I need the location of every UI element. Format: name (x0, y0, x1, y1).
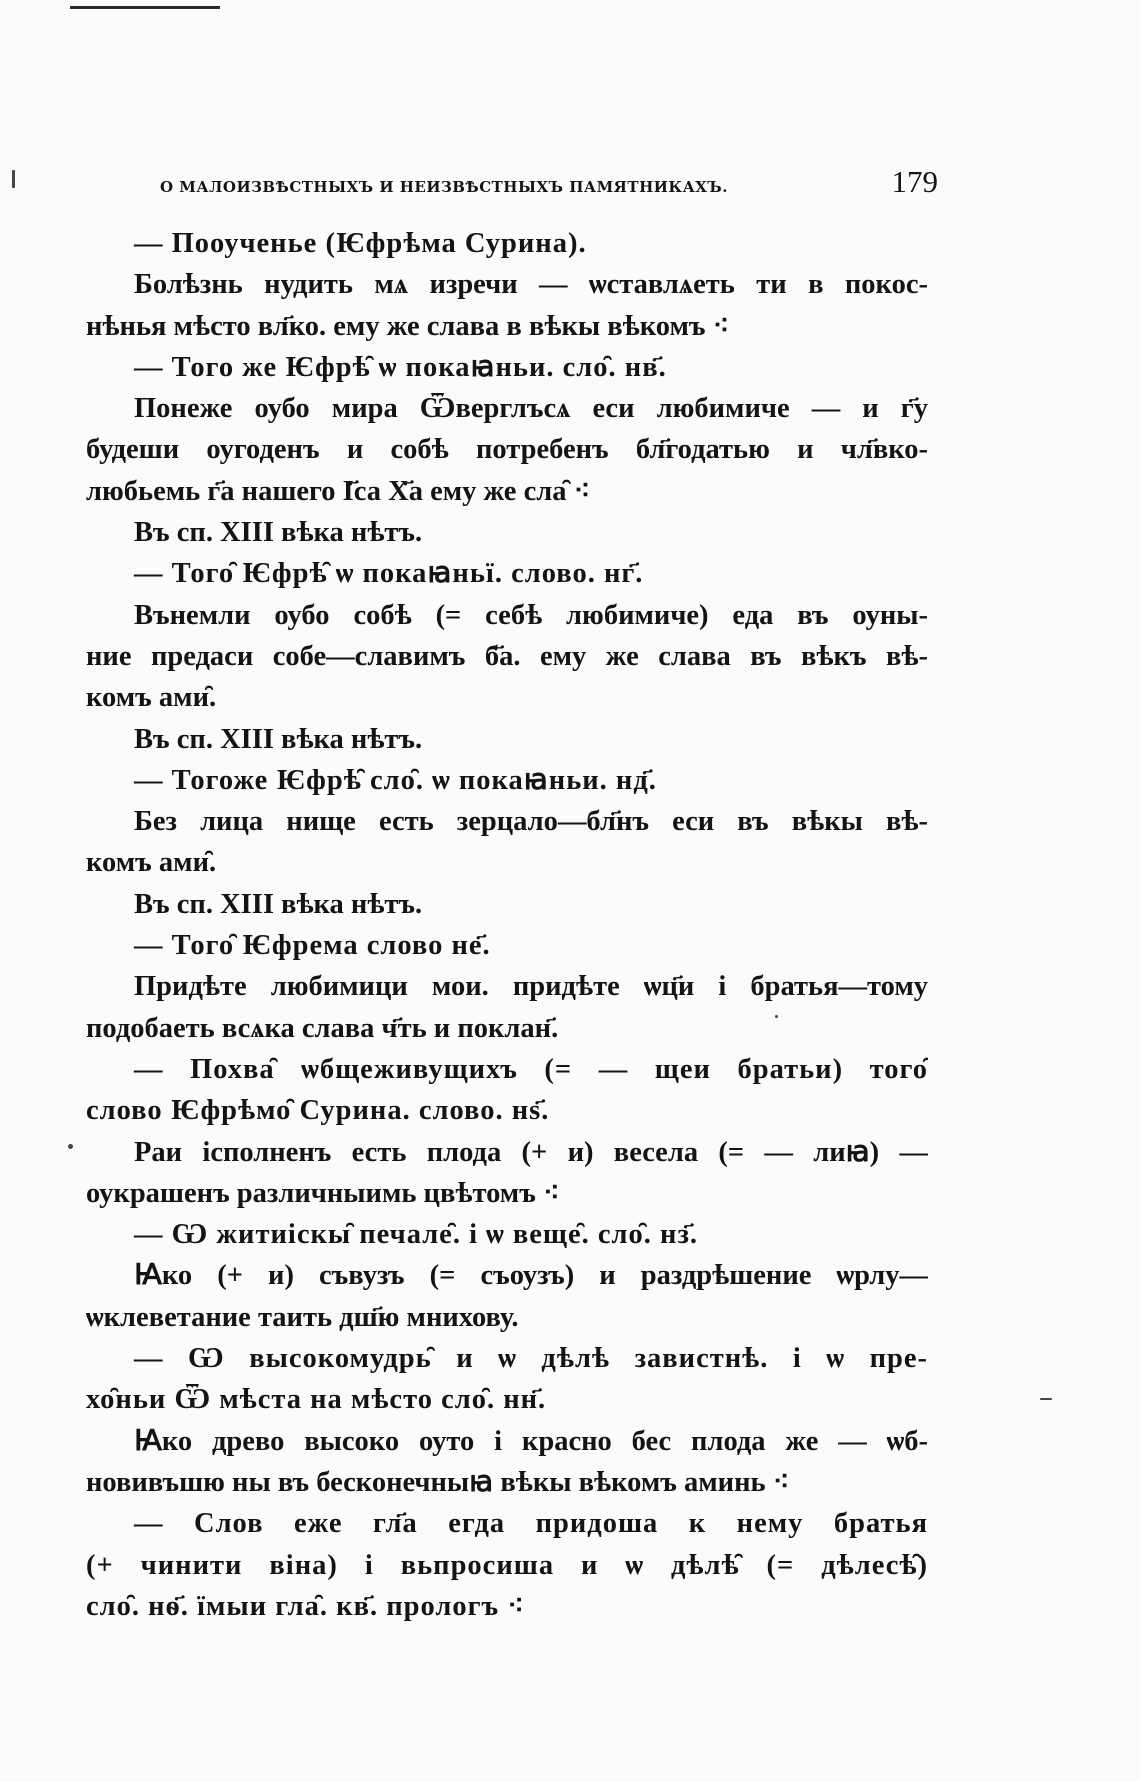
page-number: 179 (891, 164, 938, 199)
text-line: слово Ѥфрѣмо̑ Сурина. слово. нѕ҃. (86, 1095, 550, 1127)
print-speck (68, 1144, 73, 1149)
body-text (86, 223, 928, 1627)
text-line: (+ чинити віна) і вьпросиша и ѡ дѣлѣ̑ (= дѣлесѣ̑) (86, 1549, 928, 1581)
text-line: Въ сп. XIII вѣка нѣтъ. (134, 517, 423, 549)
text-line: подобаеть всѧка слава ч҃ть и поклан҃. (86, 1012, 559, 1044)
text-line: хо̑ньи Ѿ мѣста на мѣсто сло̑. нн҃. (86, 1384, 547, 1416)
text-line: будеши оугоденъ и собѣ потребенъ бл҃годатью и чл҃вко- (86, 434, 928, 466)
text-line: любьемь г҃а нашего І҃са Х҃а ему же сла̑ ⁖ (86, 475, 591, 507)
text-line: сло̑. нѳ҃. їмыи гла̑. кв҃. прологъ ⁖ (86, 1590, 526, 1622)
text-line: нѣнья мѣсто вл҃ко. ему же слава в вѣкы вѣкомъ ⁖ (86, 310, 730, 342)
text-line: — Того же Ѥфрѣ̑ ѡ покаꙗньи. сло̑. нв҃. (134, 351, 667, 383)
top-rule-mark (70, 6, 220, 9)
print-speck (1040, 1398, 1052, 1400)
text-line: Въ сп. XIII вѣка нѣтъ. (134, 723, 423, 755)
text-line: новивъшю ны въ бесконечныꙗ вѣкы вѣкомъ аминь ⁖ (86, 1466, 790, 1498)
text-line: Ꙗко (+ и) съвузъ (= съоузъ) и раздрѣшение ѡрлу— (134, 1260, 928, 1292)
text-line: Придѣте любимици мои. придѣте ѡц҃и і братья—тому (134, 971, 928, 1003)
text-line: ние предаси собе—славимъ б҃а. ему же слава въ вѣкъ вѣ- (86, 640, 928, 672)
text-line: — Похва̑ ѡбщеживущихъ (= — щеи братьи) того̑ (134, 1053, 928, 1085)
text-line: комъ ами̑. (86, 682, 217, 714)
text-line: Вънемли оубо собѣ (= себѣ любимиче) еда въ оуны- (134, 599, 928, 631)
text-line: — Слов еже гл҃а егда придоша к нему братья (134, 1508, 928, 1540)
page-header (160, 164, 938, 200)
text-line: — Того̑ Ѥфрѣ̑ ѡ покаꙗньї. слово. нг҃. (134, 558, 644, 590)
text-line: Без лица нище есть зерцало—бл҃нъ еси въ вѣкы вѣ- (134, 806, 928, 838)
text-line: Болѣзнь нудить мѧ изречи — ѡставлѧеть ти в покос- (134, 269, 928, 301)
text-line: Ꙗко древо высоко оуто і красно бес плода же — ѡб- (134, 1425, 928, 1457)
text-line: Раи ісполненъ есть плода (+ и) весела (= — лиꙗ) — (134, 1136, 928, 1168)
text-line: — Ѡ житиіскы̑ печале̑. і ѡ веще̑. сло̑. нз҃. (134, 1219, 699, 1251)
text-line: Въ сп. XIII вѣка нѣтъ. (134, 888, 423, 920)
text-line: — Того̑ Ѥфрема слово не҃. (134, 930, 491, 962)
text-line: — Тогоже Ѥфрѣ̑ сло̑. ѡ покаꙗньи. нд҃. (134, 764, 657, 796)
print-speck (12, 170, 15, 188)
text-line: ѡклеветание таить дш҃ю мнихову. (86, 1301, 519, 1333)
text-line: — Пооученье (Ѥфрѣма Сурина). (134, 228, 587, 259)
running-head: О МАЛОИЗВѢСТНЫХЪ И НЕИЗВѢСТНЫХЪ ПАМЯТНИКАХЪ. (160, 178, 728, 196)
text-line: — Ѡ высокомудрь̑ и ѡ дѣлѣ завистнѣ. і ѡ пре- (134, 1343, 928, 1375)
text-line: Понеже оубо мира Ѿверглъсѧ еси любимиче — и г҃у (134, 393, 928, 425)
print-speck (775, 1015, 778, 1018)
text-line: комъ ами̑. (86, 847, 217, 879)
text-line: оукрашенъ различныимь цвѣтомъ ⁖ (86, 1177, 560, 1209)
